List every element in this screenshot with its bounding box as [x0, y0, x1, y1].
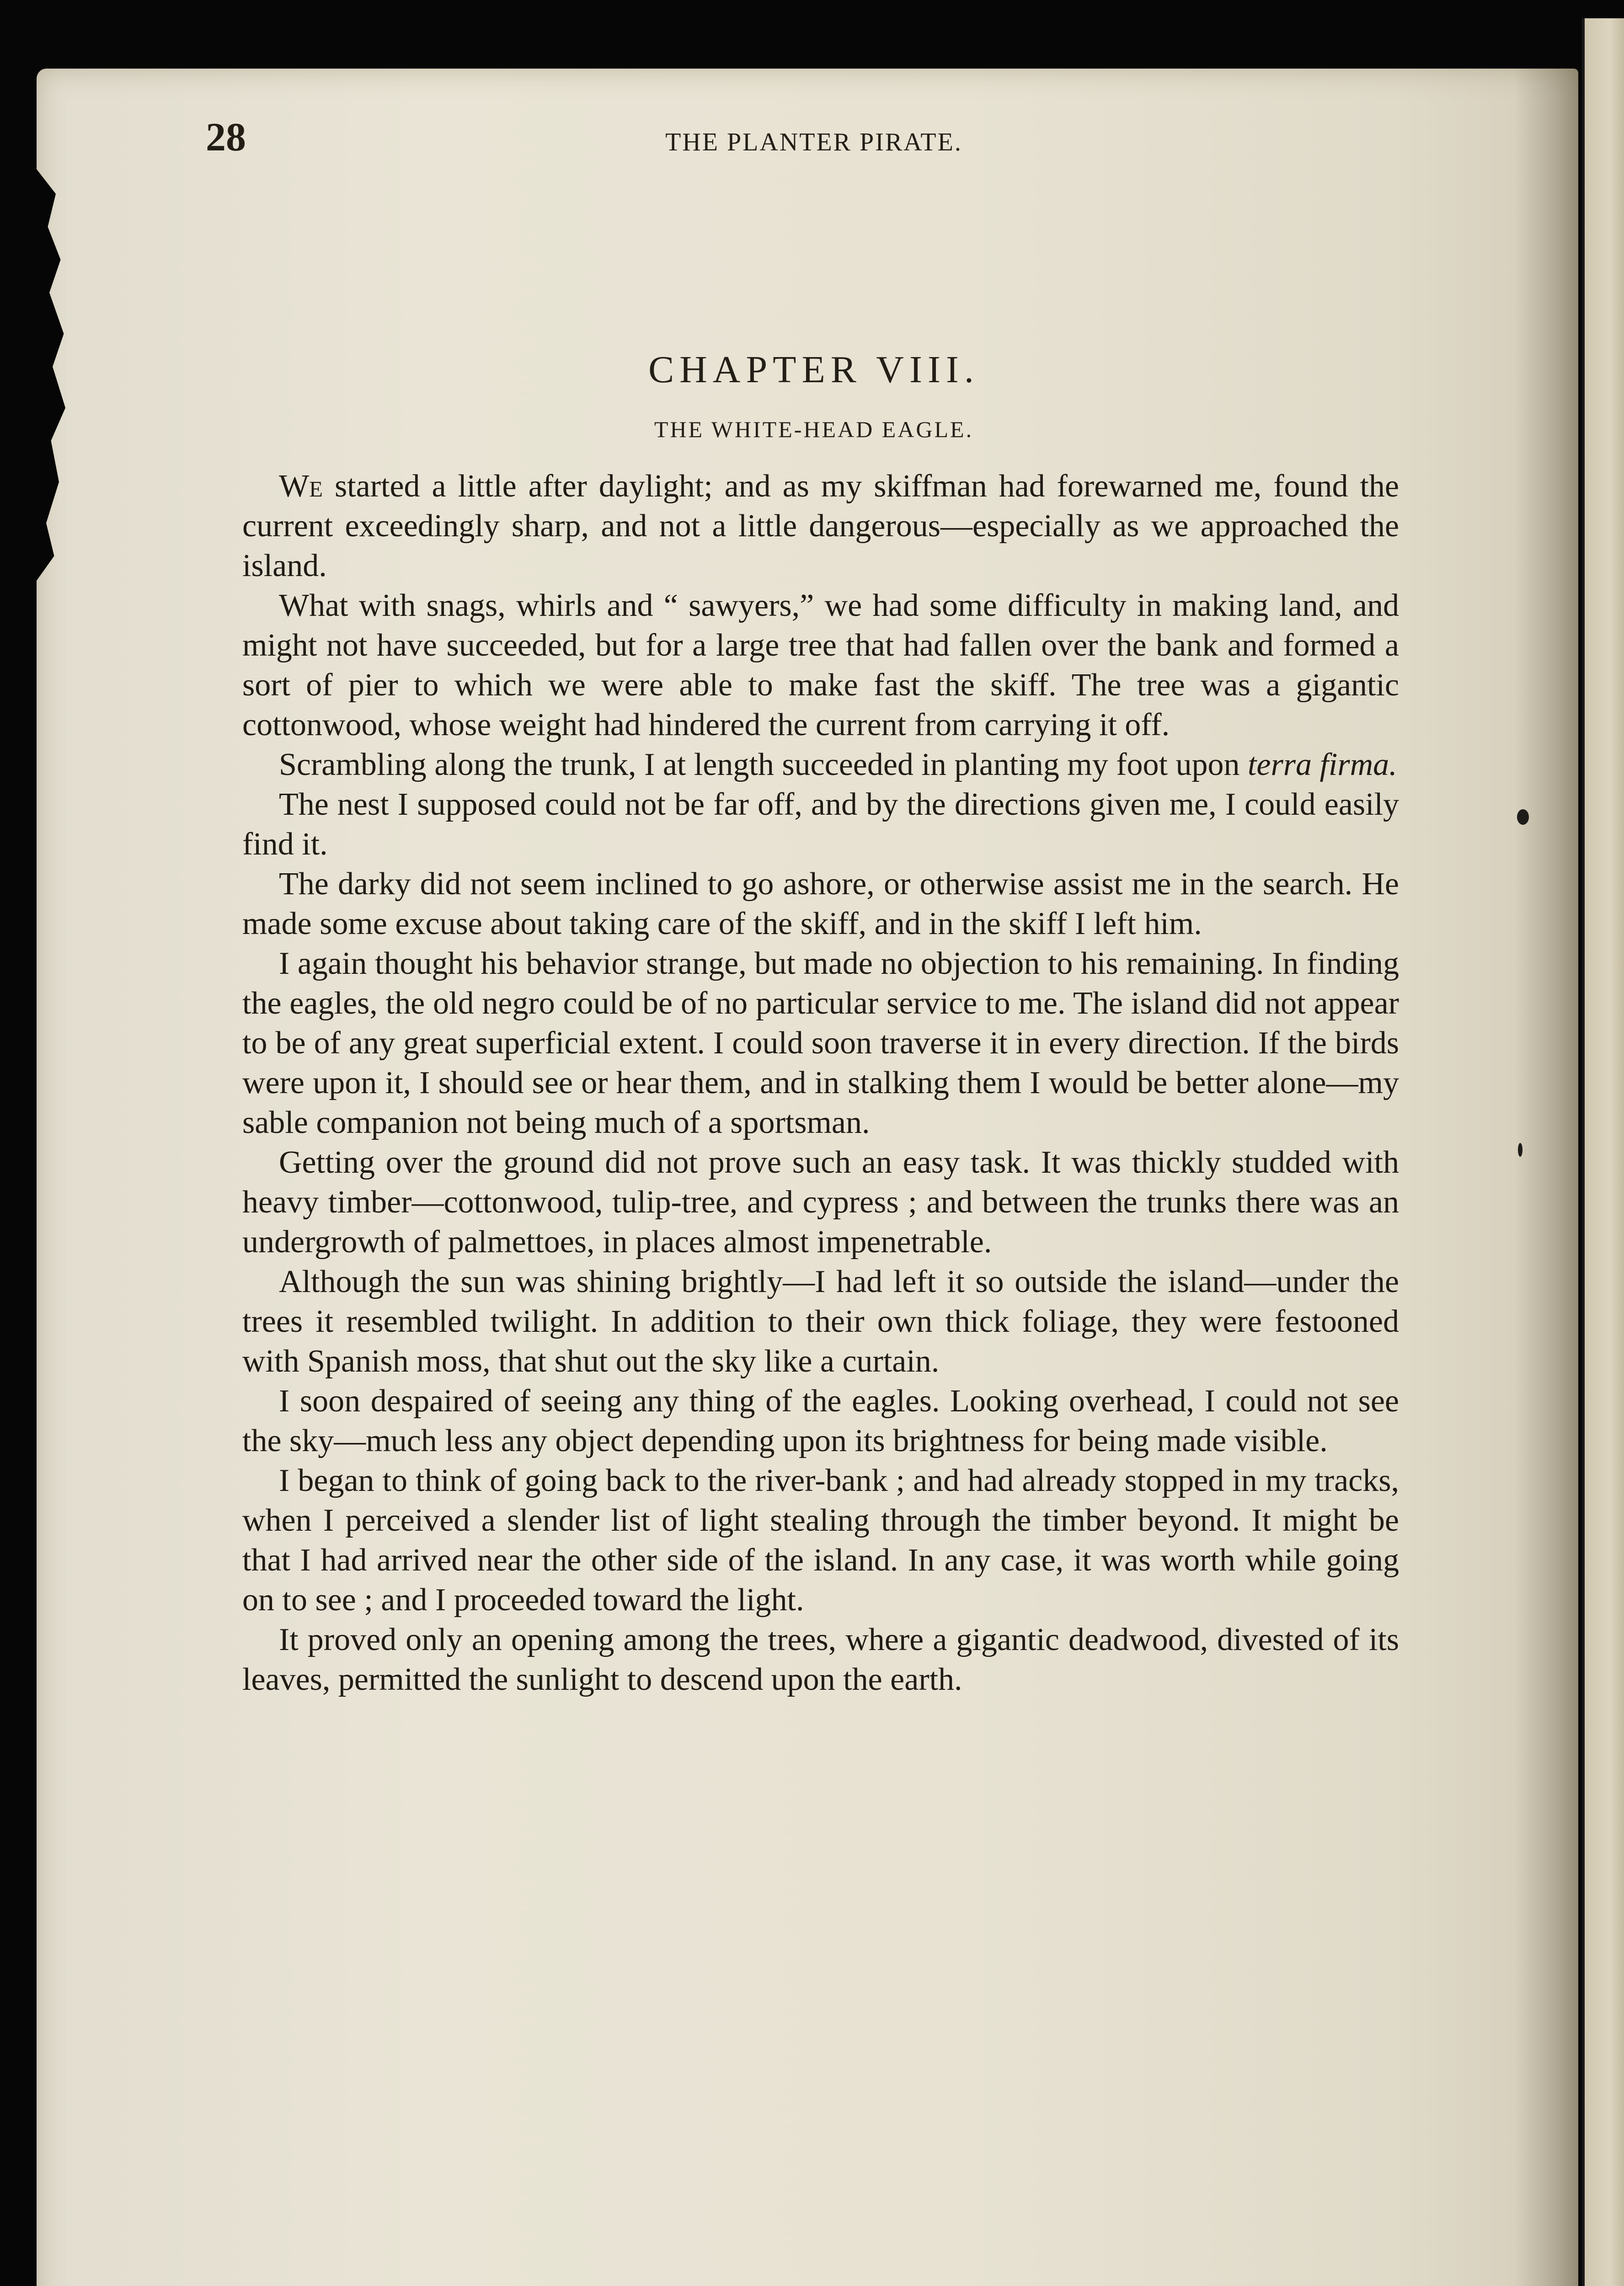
ink-spot [1517, 809, 1529, 825]
paragraph-11: It proved only an opening among the trees, where a gigantic deadwood, divested of its leaves, permitted the sunlight to descend upon the earth. [242, 1622, 1399, 1697]
torn-page-edge [37, 169, 69, 581]
adjacent-page-edge [1582, 18, 1624, 2286]
paragraph-1-text: started a little after daylight; and as my skiffman had forewarned me, found the current exceedingly sharp, and not a little dangerous—especially as we approached the island. [242, 469, 1399, 583]
paragraph-3-text: Scrambling along the trunk, I at length succeeded in planting my foot upon [279, 747, 1248, 782]
running-header [206, 114, 1422, 160]
italic-phrase: terra firma. [1247, 747, 1397, 782]
paragraph-1 [242, 466, 1399, 586]
paragraph-4: The nest I supposed could not be far off, and by the directions given me, I could easily find it. [242, 787, 1399, 862]
paragraph-6: I again thought his behavior strange, but made no objection to his remaining. In finding the eagles, the old negro could be of no particular service to me. The island did not appear to be of any great superficial extent. I could soon traverse it in every direction. If the birds were upon it, I should see or hear them, and in stalking them I would be better alone—my sable companion not being much of a sportsman. [242, 946, 1399, 1140]
drop-word: We [279, 469, 323, 504]
chapter-body [242, 466, 1399, 1699]
paragraph-9: I soon despaired of seeing any thing of the eagles. Looking overhead, I could not see the sky—much less any object depending upon its brightness for being made visible. [242, 1383, 1399, 1458]
paragraph-8: Although the sun was shining brightly—I had left it so outside the island—under the trees it resembled twilight. In addition to their own thick foliage, they were festooned with Spanish moss, that shut out the sky like a curtain. [242, 1264, 1399, 1379]
ink-spot [1518, 1143, 1522, 1157]
chapter-title: CHAPTER VIII. [648, 348, 979, 391]
paragraph-7: Getting over the ground did not prove such an easy task. It was thickly studded with heavy timber—cottonwood, tulip-tree, and cypress ; and between the trunks there was an undergrowth of palmettoes, in places almost impenetrable. [242, 1145, 1399, 1260]
paragraph-3 [242, 745, 1399, 785]
paragraph-5: The darky did not seem inclined to go ashore, or otherwise assist me in the search. He made some excuse about taking care of the skiff, and in the skiff I left him. [242, 866, 1399, 941]
page-number: 28 [206, 115, 246, 160]
running-title: THE PLANTER PIRATE. [665, 128, 962, 156]
paragraph-2: What with snags, whirls and “ sawyers,” we had some difficulty in making land, and might not have succeeded, but for a large tree that had fallen over the bank and formed a sort of pier to which we were able to make fast the skiff. The tree was a gigantic cottonwood, whose weight had hindered the current from carrying it off. [242, 588, 1399, 742]
gutter-shadow [1514, 69, 1578, 2286]
chapter-subtitle: THE WHITE-HEAD EAGLE. [654, 417, 974, 442]
paragraph-10: I began to think of going back to the river-bank ; and had already stopped in my tracks, when I perceived a slender list of light stealing through the timber beyond. It might be that I had arrived near the other side of the island. In any case, it was worth while going on to see ; and I proceeded toward the light. [242, 1463, 1399, 1618]
